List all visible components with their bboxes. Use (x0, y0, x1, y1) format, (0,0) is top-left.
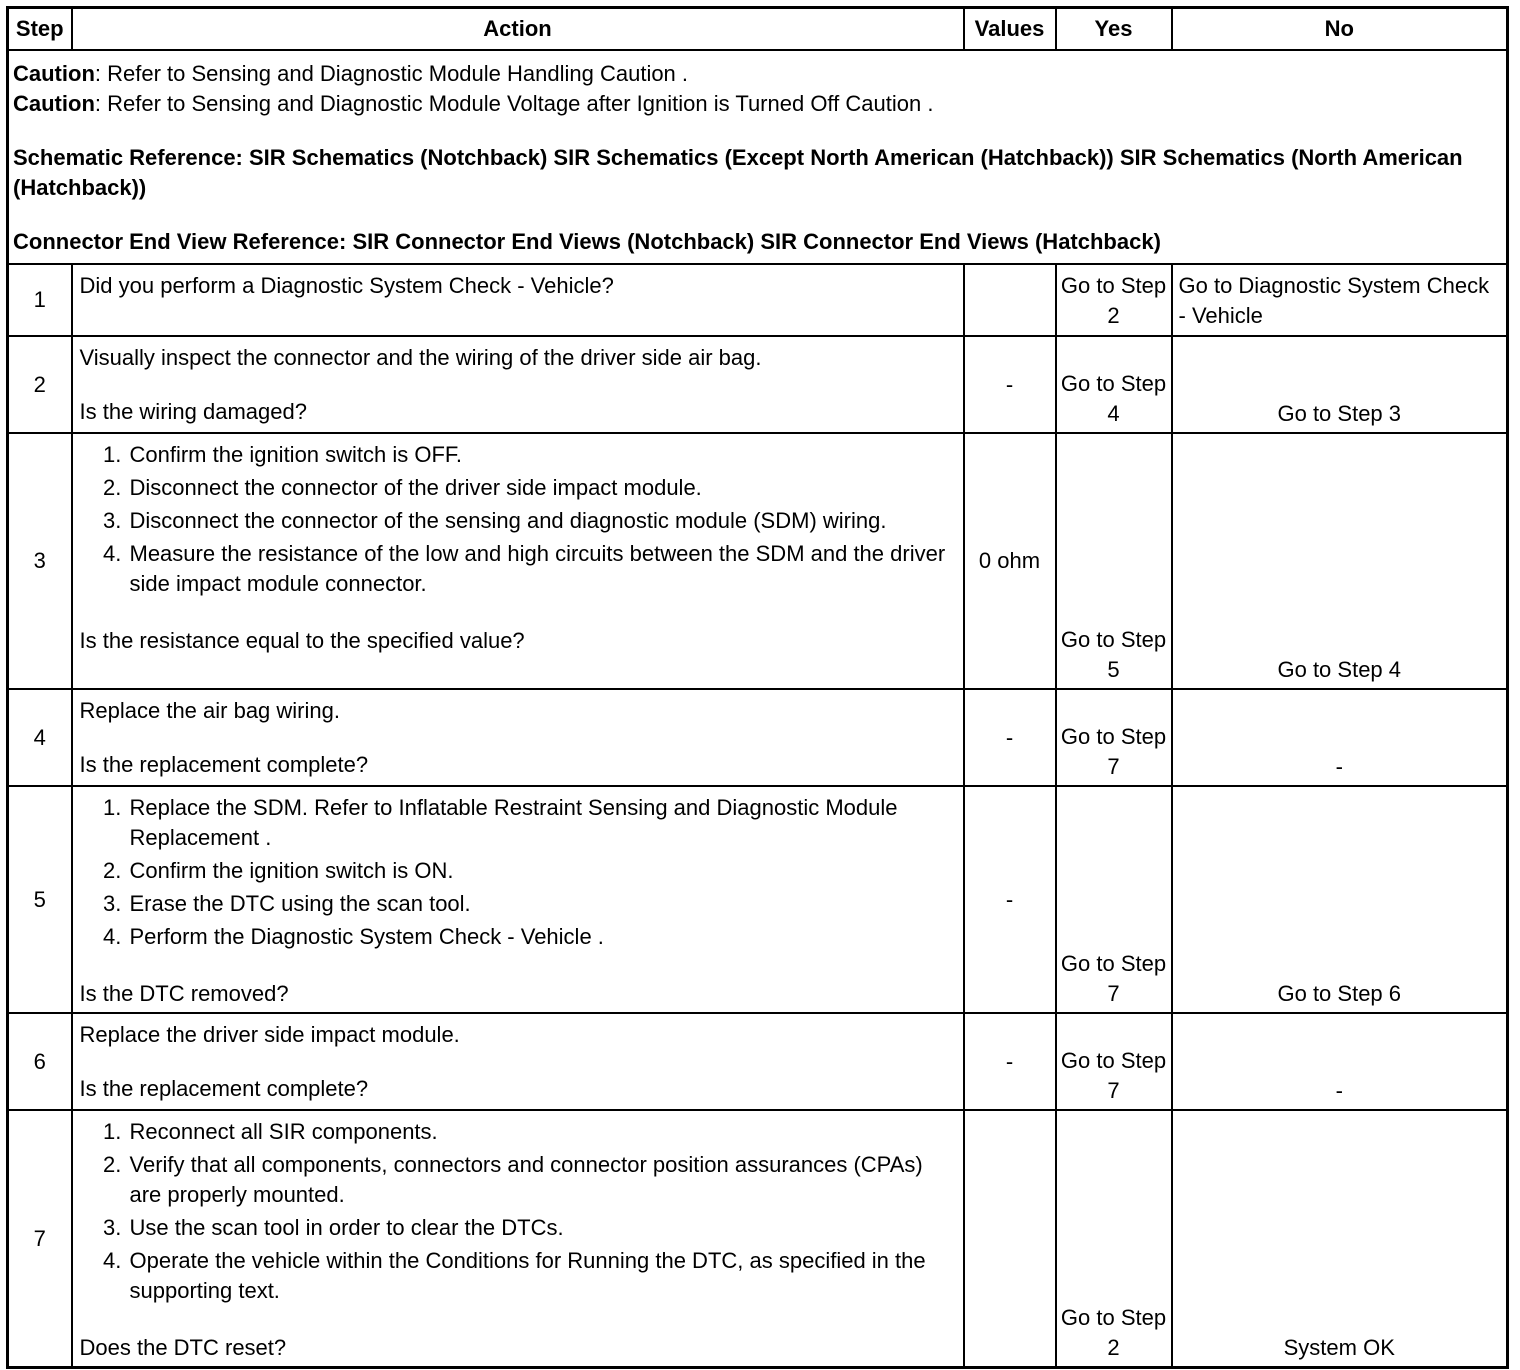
header-values: Values (964, 8, 1056, 51)
value-cell (964, 264, 1056, 336)
list-item: 3. Use the scan tool in order to clear the DTCs. (128, 1213, 957, 1243)
yes-cell: Go to Step 2 (1056, 1110, 1172, 1368)
list-item: 1. Confirm the ignition switch is OFF. (128, 440, 957, 470)
no-cell: System OK (1172, 1110, 1508, 1368)
no-cell: Go to Step 3 (1172, 336, 1508, 433)
caution-1: Caution: Refer to Sensing and Diagnostic Module Handling Caution . (13, 61, 689, 86)
value-cell: - (964, 786, 1056, 1013)
yes-cell: Go to Step 4 (1056, 336, 1172, 433)
header-yes: Yes (1056, 8, 1172, 51)
step-number: 6 (8, 1013, 72, 1110)
table-row (8, 689, 1508, 786)
yes-cell: Go to Step 7 (1056, 1013, 1172, 1110)
list-item: 2. Verify that all components, connectors and connector position assurances (CPAs) are properly mounted. (128, 1150, 957, 1210)
list-item: 2. Disconnect the connector of the driver side impact module. (128, 473, 957, 503)
step-number: 5 (8, 786, 72, 1013)
no-cell: - (1172, 1013, 1508, 1110)
diagnostic-table (6, 6, 1509, 1369)
notes-row (8, 50, 1508, 264)
connector-reference: Connector End View Reference: SIR Connector End Views (Notchback) SIR Connector End Views (Hatchback) (13, 229, 1161, 254)
notes-cell (8, 50, 1508, 264)
action-cell: Did you perform a Diagnostic System Check - Vehicle? (72, 264, 964, 336)
table-row (8, 264, 1508, 336)
header-step: Step (8, 8, 72, 51)
table-row (8, 1110, 1508, 1368)
list-item: 4. Measure the resistance of the low and high circuits between the SDM and the driver side impact module connector. (128, 539, 957, 599)
value-cell: - (964, 1013, 1056, 1110)
action-cell: 1. Confirm the ignition switch is OFF. 2. Disconnect the connector of the driver side impact module. 3. Disconnect the connector of the sensing and diagnostic module (SDM) wiring. 4. Measure the resistance of the low and high circuits between the SDM and the driver side impact module connector. Is the resistance equal to the specified value? (72, 433, 964, 689)
step-number: 3 (8, 433, 72, 689)
table-row (8, 433, 1508, 689)
list-item: 4. Perform the Diagnostic System Check - Vehicle . (128, 922, 957, 952)
schematic-reference: Schematic Reference: SIR Schematics (Notchback) SIR Schematics (Except North American (Hatchback)) SIR Schematics (North American (Hatchback)) (13, 145, 1463, 200)
header-action: Action (72, 8, 964, 51)
caution-2: Caution: Refer to Sensing and Diagnostic Module Voltage after Ignition is Turned Off Caution . (13, 91, 934, 116)
no-cell: Go to Step 4 (1172, 433, 1508, 689)
instruction-list (80, 440, 957, 599)
header-row (8, 8, 1508, 51)
yes-cell: Go to Step 7 (1056, 786, 1172, 1013)
yes-cell: Go to Step 2 (1056, 264, 1172, 336)
list-item: 2. Confirm the ignition switch is ON. (128, 856, 957, 886)
list-item: 1. Replace the SDM. Refer to Inflatable Restraint Sensing and Diagnostic Module Replacement . (128, 793, 957, 853)
action-cell: Visually inspect the connector and the wiring of the driver side air bag. Is the wiring damaged? (72, 336, 964, 433)
value-cell: - (964, 689, 1056, 786)
action-cell: 1. Replace the SDM. Refer to Inflatable Restraint Sensing and Diagnostic Module Replacement . 2. Confirm the ignition switch is ON. 3. Erase the DTC using the scan tool. 4. Perform the Diagnostic System Check - Vehicle . Is the DTC removed? (72, 786, 964, 1013)
value-cell: - (964, 336, 1056, 433)
step-number: 2 (8, 336, 72, 433)
yes-cell: Go to Step 5 (1056, 433, 1172, 689)
header-no: No (1172, 8, 1508, 51)
instruction-list (80, 793, 957, 952)
no-cell: Go to Step 6 (1172, 786, 1508, 1013)
list-item: 1. Reconnect all SIR components. (128, 1117, 957, 1147)
table-row (8, 786, 1508, 1013)
action-cell: 1. Reconnect all SIR components. 2. Verify that all components, connectors and connector position assurances (CPAs) are properly mounted. 3. Use the scan tool in order to clear the DTCs. 4. Operate the vehicle within the Conditions for Running the DTC, as specified in the supporting text. Does the DTC reset? (72, 1110, 964, 1368)
action-cell: Replace the driver side impact module. Is the replacement complete? (72, 1013, 964, 1110)
value-cell: 0 ohm (964, 433, 1056, 689)
table-row (8, 1013, 1508, 1110)
no-cell: - (1172, 689, 1508, 786)
list-item: 3. Erase the DTC using the scan tool. (128, 889, 957, 919)
list-item: 4. Operate the vehicle within the Conditions for Running the DTC, as specified in the supporting text. (128, 1246, 957, 1306)
instruction-list (80, 1117, 957, 1306)
list-item: 3. Disconnect the connector of the sensing and diagnostic module (SDM) wiring. (128, 506, 957, 536)
step-number: 7 (8, 1110, 72, 1368)
step-number: 4 (8, 689, 72, 786)
value-cell (964, 1110, 1056, 1368)
step-number: 1 (8, 264, 72, 336)
no-cell: Go to Diagnostic System Check - Vehicle (1172, 264, 1508, 336)
table-row (8, 336, 1508, 433)
yes-cell: Go to Step 7 (1056, 689, 1172, 786)
action-cell: Replace the air bag wiring. Is the replacement complete? (72, 689, 964, 786)
